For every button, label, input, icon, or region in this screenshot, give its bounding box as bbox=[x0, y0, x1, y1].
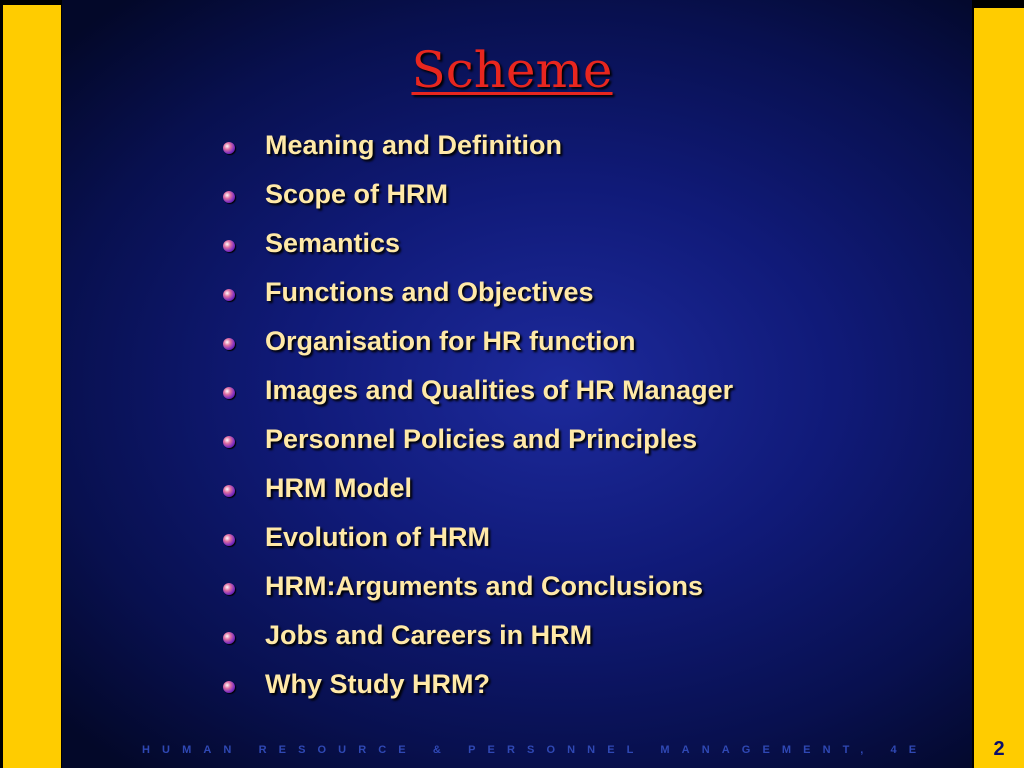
bullet-text: Organisation for HR function bbox=[265, 326, 636, 356]
bullet-text: Scope of HRM bbox=[265, 179, 449, 209]
bullet-item bbox=[220, 317, 733, 366]
bullet-text: HRM:Arguments and Conclusions bbox=[265, 571, 704, 601]
bullet-list bbox=[220, 121, 733, 709]
sphere-bullet-icon bbox=[223, 289, 235, 301]
bullet-text: Meaning and Definition bbox=[265, 130, 562, 160]
bullet-item bbox=[220, 268, 733, 317]
sphere-bullet-icon bbox=[223, 632, 235, 644]
sphere-bullet-icon bbox=[223, 436, 235, 448]
bullet-item bbox=[220, 121, 733, 170]
bullet-item bbox=[220, 660, 733, 709]
sphere-bullet-icon bbox=[223, 387, 235, 399]
bullet-item bbox=[220, 611, 733, 660]
sphere-bullet-icon bbox=[223, 681, 235, 693]
right-accent-bar bbox=[974, 8, 1024, 768]
sphere-bullet-icon bbox=[223, 191, 235, 203]
sphere-bullet-icon bbox=[223, 338, 235, 350]
bullet-text: Personnel Policies and Principles bbox=[265, 424, 698, 454]
sphere-bullet-icon bbox=[223, 240, 235, 252]
slide-title: Scheme bbox=[411, 41, 613, 99]
sphere-bullet-icon bbox=[223, 583, 235, 595]
sphere-bullet-icon bbox=[223, 485, 235, 497]
bullet-item bbox=[220, 513, 733, 562]
bullet-item bbox=[220, 415, 733, 464]
sphere-bullet-icon bbox=[223, 534, 235, 546]
bullet-text: Images and Qualities of HR Manager bbox=[265, 375, 734, 405]
bullet-text: Jobs and Careers in HRM bbox=[265, 620, 593, 650]
bullet-item bbox=[220, 464, 733, 513]
footer-book-title: HUMAN RESOURCE & PERSONNEL MANAGEMENT, 4E bbox=[142, 744, 929, 756]
bullet-text: Functions and Objectives bbox=[265, 277, 594, 307]
page-number: 2 bbox=[993, 738, 1005, 760]
bullet-text: Why Study HRM? bbox=[265, 669, 490, 699]
left-accent-bar bbox=[3, 5, 61, 768]
bullet-item bbox=[220, 219, 733, 268]
bullet-item bbox=[220, 170, 733, 219]
bullet-item bbox=[220, 366, 733, 415]
bullet-text: HRM Model bbox=[265, 473, 412, 503]
sphere-bullet-icon bbox=[223, 142, 235, 154]
bullet-text: Evolution of HRM bbox=[265, 522, 490, 552]
bullet-item bbox=[220, 562, 733, 611]
bullet-text: Semantics bbox=[265, 228, 401, 258]
